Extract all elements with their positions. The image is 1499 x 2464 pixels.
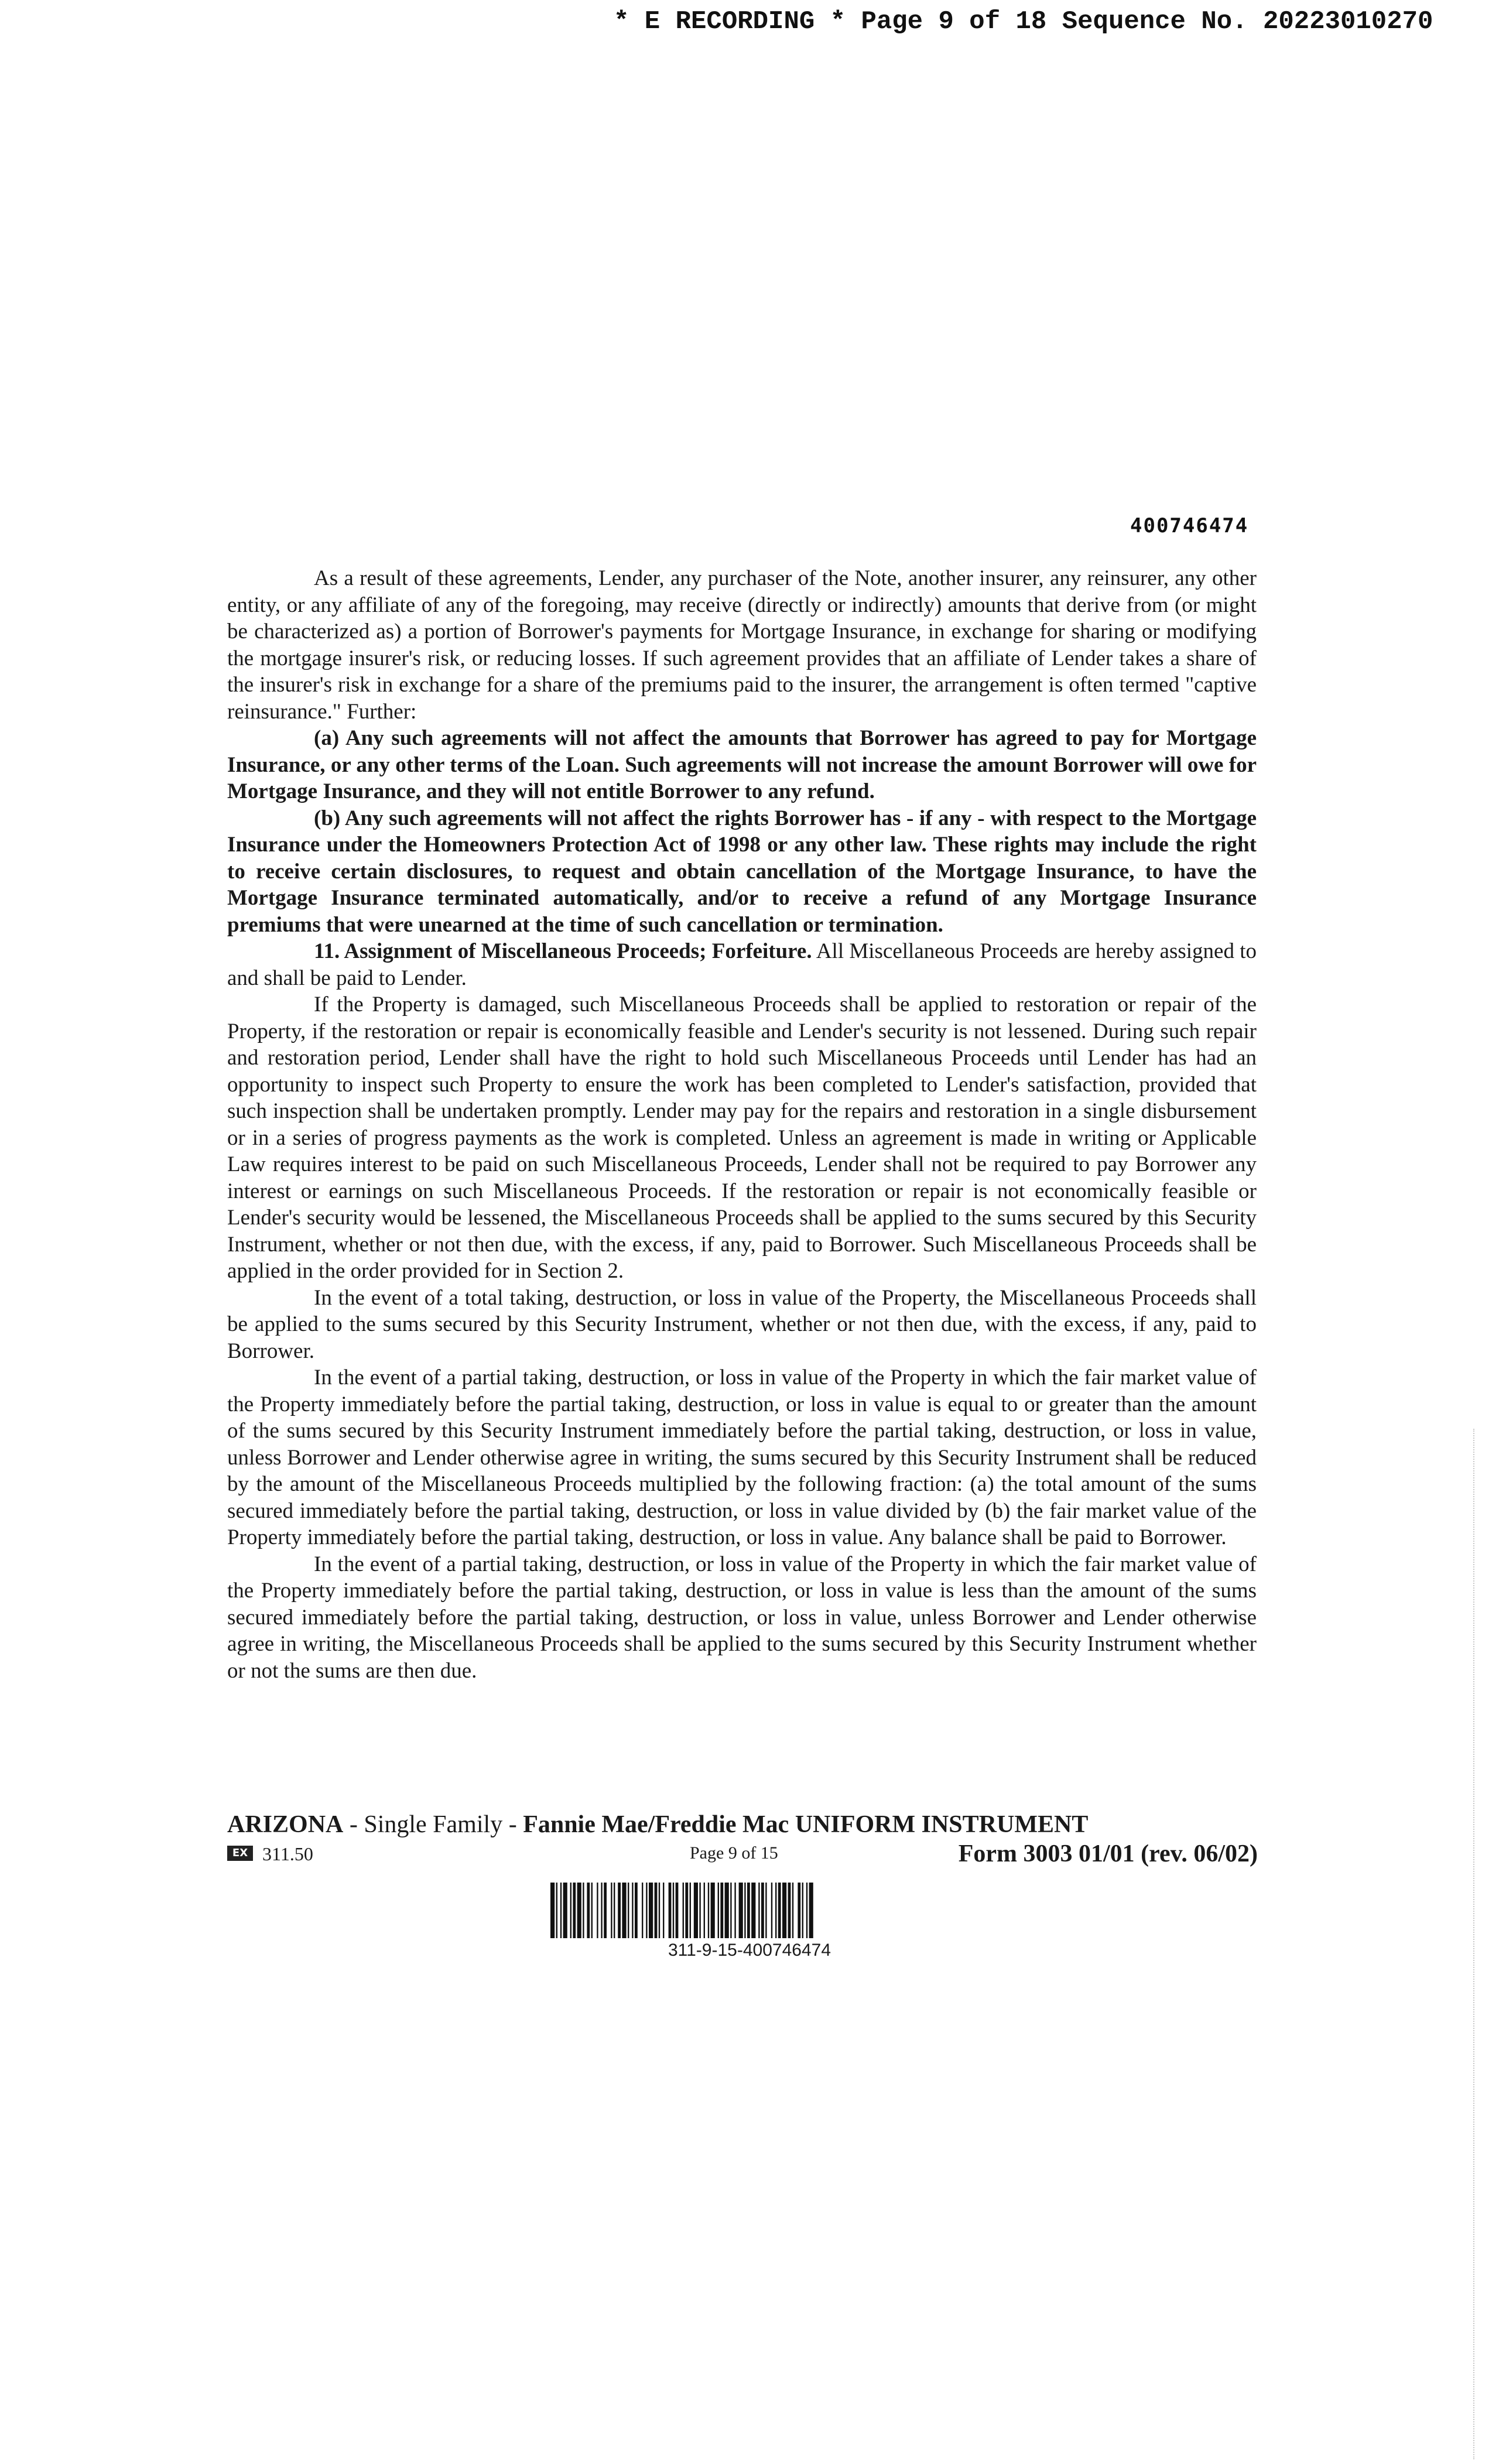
paragraph-total-taking: In the event of a total taking, destruction, or loss in value of the Property, the Miscellaneous Proceeds shall be applied to the sums secured by this Security Instrument, whether or not then due, with the excess, if any, paid to Borrower. xyxy=(227,1285,1257,1363)
paragraph-agreements: As a result of these agreements, Lender, any purchaser of the Note, another insurer, any reinsurer, any other entity, or any affiliate of any of the foregoing, may receive (directly or indirectly) amounts that derive from (or might be characterized as) a portion of Borrower's payments for Mortgage Insurance, in exchange for sharing or modifying the mortgage insurer's risk, or reducing losses. If such agreement provides that an affiliate of Lender takes a share of the insurer's risk in exchange for a share of the premiums paid to the insurer, the arrangement is often termed "captive reinsurance." Further: xyxy=(227,566,1257,724)
paragraph-partial-taking-greater: In the event of a partial taking, destruction, or loss in value of the Property in which the fair market value of the Property immediately before the partial taking, destruction, or loss in value is equal to or greater than the amount of the sums secured by this Security Instrument immediately before the partial taking, destruction, or loss in value, unless Borrower and Lender otherwise agree in writing, the sums secured by this Security Instrument shall be reduced by the amount of the Miscellaneous Proceeds multiplied by the following fraction: (a) the total amount of the sums secured immediately before the partial taking, destruction, or loss in value divided by (b) the fair market value of the Property immediately before the partial taking, destruction, or loss in value. Any balance shall be paid to Borrower. xyxy=(227,1366,1257,1549)
footer-state: ARIZONA xyxy=(227,1811,344,1838)
footer-instrument-line xyxy=(227,1811,1258,1839)
barcode-text: 311-9-15-400746474 xyxy=(668,1941,831,1960)
barcode-block xyxy=(550,1883,949,1960)
footer-instrument: Fannie Mae/Freddie Mac UNIFORM INSTRUMENT xyxy=(523,1811,1089,1838)
paragraph-clause-a: (a) Any such agreements will not affect the amounts that Borrower has agreed to pay for Mortgage Insurance, or any other terms of the Loan. Such agreements will not increase the amount Borrower will owe for Mortgage Insurance, and they will not entitle Borrower to any refund. xyxy=(227,726,1257,803)
paragraph-clause-b: (b) Any such agreements will not affect the rights Borrower has - if any - with respect to the Mortgage Insurance under the Homeowners Protection Act of 1998 or any other law. These rights may include the right to receive certain disclosures, to request and obtain cancellation of the Mortgage Insurance, to have the Mortgage Insurance terminated automatically, and/or to receive a refund of any Mortgage Insurance premiums that were unearned at the time of such cancellation or termination. xyxy=(227,806,1257,937)
margin-rule xyxy=(1473,1429,1474,2459)
loan-number: 400746474 xyxy=(1130,514,1249,538)
page-indicator: Page 9 of 15 xyxy=(690,1843,778,1863)
paragraph-partial-taking-less: In the event of a partial taking, destruction, or loss in value of the Property in which the fair market value of the Property immediately before the partial taking, destruction, or loss in value is less than the amount of the sums secured immediately before the partial taking, destruction, or loss in value, unless Borrower and Lender otherwise agree in writing, the Miscellaneous Proceeds shall be applied to the sums secured by this Security Instrument whether or not the sums are then due. xyxy=(227,1552,1257,1683)
doc-badge: EX xyxy=(227,1846,253,1861)
form-code: 311.50 xyxy=(262,1843,313,1864)
footer-form-line xyxy=(227,1840,1258,1873)
document-body xyxy=(227,565,1257,1684)
section-11-text: All Miscellaneous Proceeds are hereby assigned to and shall be paid to Lender. xyxy=(227,939,1257,990)
paragraph-property-damaged: If the Property is damaged, such Miscellaneous Proceeds shall be applied to restoration or repair of the Property, if the restoration or repair is economically feasible and Lender's security is not lessened. During such repair and restoration period, Lender shall have the right to hold such Miscellaneous Proceeds until Lender has had an opportunity to inspect such Property to ensure the work has been completed to Lender's satisfaction, provided that such inspection shall be undertaken promptly. Lender may pay for the repairs and restoration in a single disbursement or in a series of progress payments as the work is completed. Unless an agreement is made in writing or Applicable Law requires interest to be paid on such Miscellaneous Proceeds, Lender shall not be required to pay Borrower any interest or earnings on such Miscellaneous Proceeds. If the restoration or repair is not economically feasible or Lender's security would be lessened, the Miscellaneous Proceeds shall be applied to the sums secured by this Security Instrument, whether or not then due, with the excess, if any, paid to Borrower. Such Miscellaneous Proceeds shall be applied in the order provided for in Section 2. xyxy=(227,993,1257,1283)
footer-separator: - Single Family - xyxy=(343,1811,523,1838)
form-number: Form 3003 01/01 (rev. 06/02) xyxy=(958,1840,1258,1867)
paragraph-section-11 xyxy=(227,938,1257,991)
recording-header: * E RECORDING * Page 9 of 18 Sequence No. 20223010270 xyxy=(614,7,1433,36)
section-11-heading: 11. Assignment of Miscellaneous Proceeds; Forfeiture. xyxy=(314,939,812,963)
barcode-icon xyxy=(550,1883,949,1938)
